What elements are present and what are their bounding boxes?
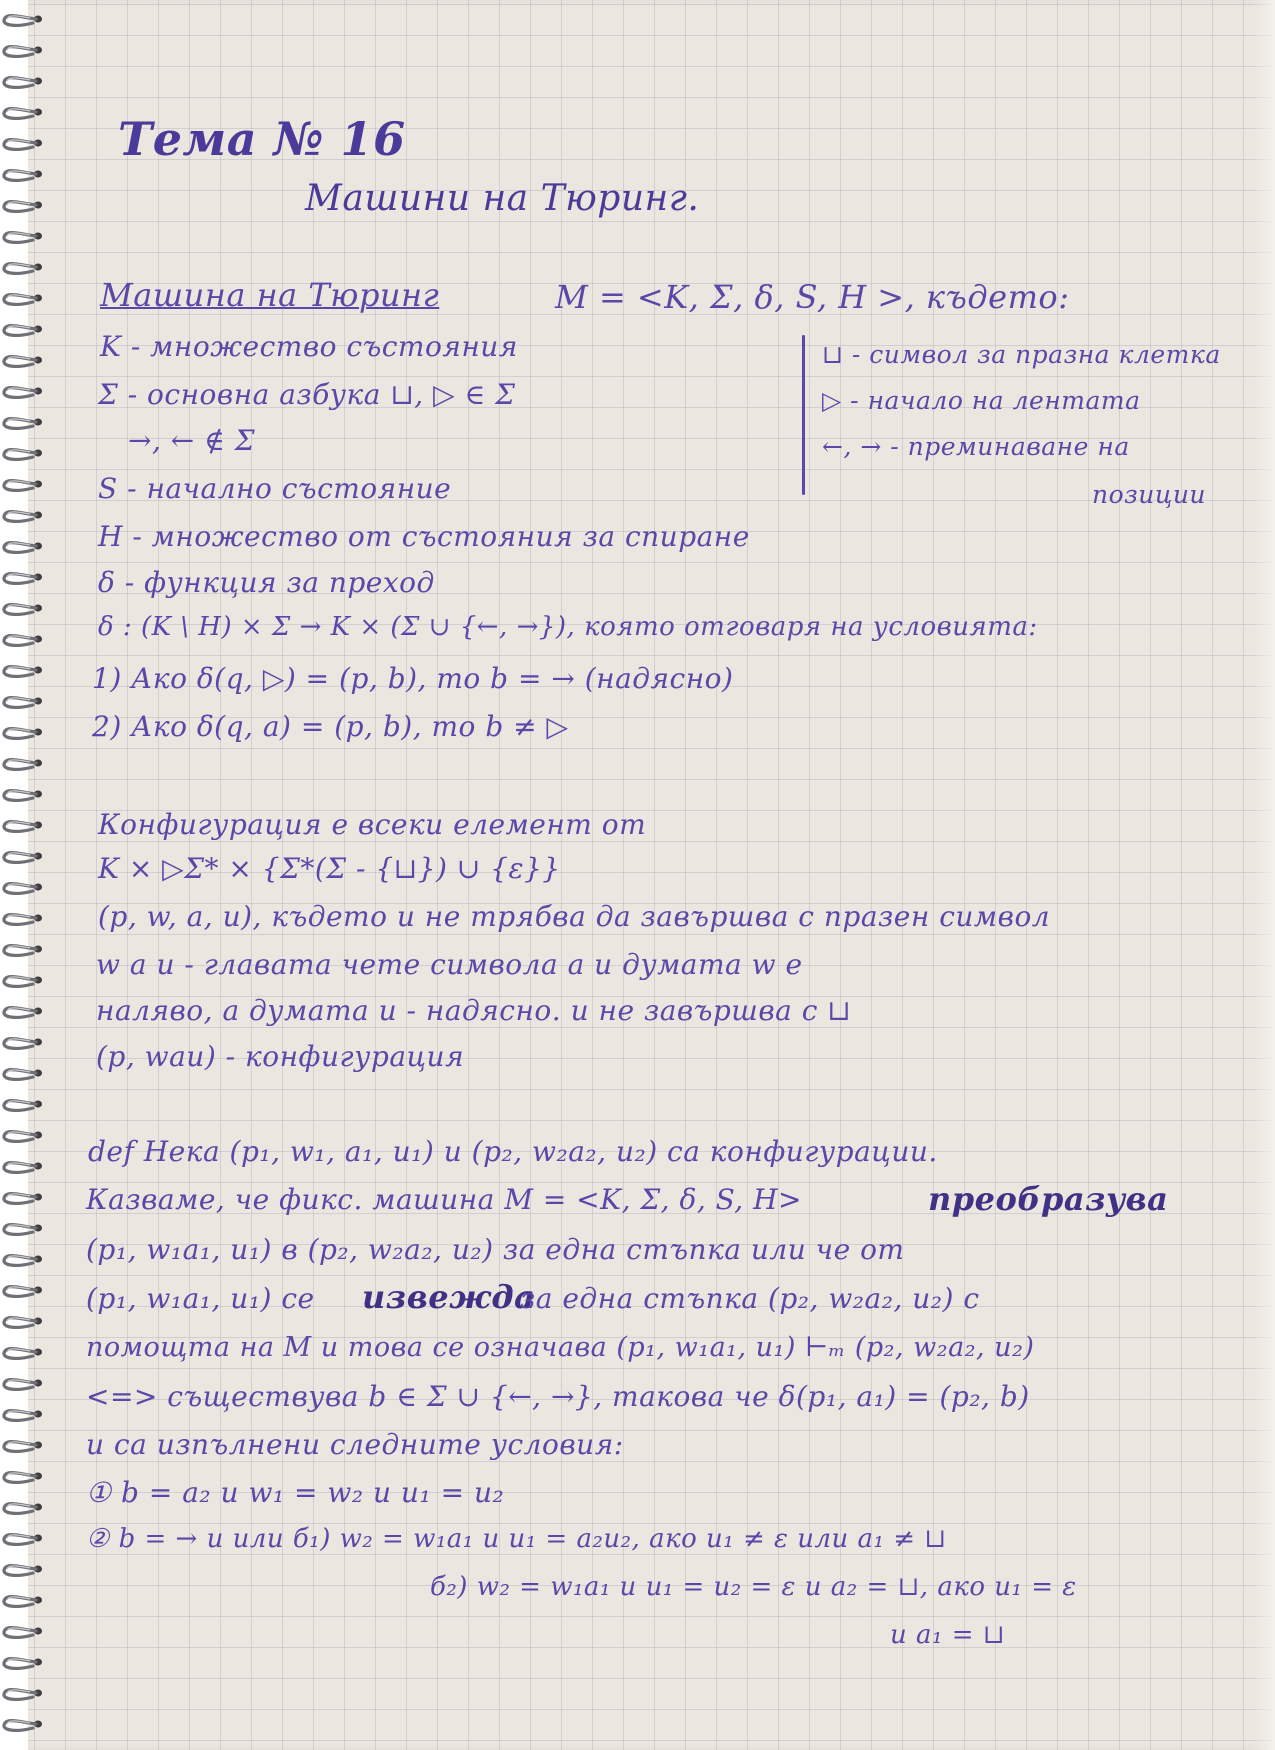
def2-line-7: и са изпълнени следните условия: <box>86 1428 624 1461</box>
def-line-6: δ - функция за преход <box>98 566 435 599</box>
def-line-9: 2) Ако δ(q, a) = (p, b), то b ≠ ▷ <box>92 710 569 743</box>
definition-heading: Машина на Тюринг <box>100 276 440 314</box>
note-moves: ←, → - преминаване на <box>822 432 1130 461</box>
def-line-2: Σ - основна азбука ⊔, ▷ ∈ Σ <box>98 378 516 411</box>
config-line-3: (p, w, a, u), където u не трябва да завършва с празен символ <box>98 900 1051 933</box>
notes-divider <box>802 335 805 495</box>
def-line-1: K - множество състояния <box>100 330 518 363</box>
page-edge <box>1253 0 1275 1750</box>
def2-condition-1: ① b = a₂ и w₁ = w₂ и u₁ = u₂ <box>86 1476 505 1509</box>
def2-condition-2: ② b = → и или б₁) w₂ = w₁a₁ и u₁ = a₂u₂, ако u₁ ≠ ε или a₁ ≠ ⊔ <box>86 1524 947 1554</box>
emph-transforms: преобразува <box>928 1180 1169 1218</box>
def2-condition-2c: и a₁ = ⊔ <box>890 1620 1006 1650</box>
def-line-3: →, ← ∉ Σ <box>128 424 256 457</box>
topic-heading: Тема № 16 <box>118 112 406 166</box>
note-blank-symbol: ⊔ - символ за празна клетка <box>822 340 1221 369</box>
def-line-4: S - начално състояние <box>98 472 452 505</box>
config-line-6: (p, wau) - конфигурация <box>96 1040 465 1073</box>
def2-condition-2b: б₂) w₂ = w₁a₁ и u₁ = u₂ = ε и a₂ = ⊔, ако u₁ = ε <box>430 1572 1077 1602</box>
config-line-1: Конфигурация е всеки елемент от <box>98 808 647 841</box>
def2-line-1: def Нека (p₁, w₁, a₁, u₁) и (p₂, w₂a₂, u₂) са конфигурации. <box>88 1135 938 1168</box>
def2-line-4a: (p₁, w₁a₁, u₁) се <box>86 1282 315 1315</box>
emph-derives: извежда <box>362 1278 536 1316</box>
def2-line-2: Казваме, че фикс. машина M = <K, Σ, δ, S, H> <box>86 1183 802 1216</box>
page-title: Машини на Тюринг. <box>305 178 700 219</box>
def2-line-5: помощта на M и това се означава (p₁, w₁a₁, u₁) ⊢ₘ (p₂, w₂a₂, u₂) <box>86 1332 1035 1363</box>
def2-line-4b: за една стъпка (p₂, w₂a₂, u₂) с <box>520 1282 980 1315</box>
note-tape-start: ▷ - начало на лентата <box>822 386 1141 415</box>
note-positions: позиции <box>1092 480 1207 509</box>
tuple-definition: M = <K, Σ, δ, S, H >, където: <box>555 278 1070 316</box>
config-line-2: K × ▷Σ* × {Σ*(Σ - {⊔}) ∪ {ε}} <box>98 852 561 885</box>
def-line-5: H - множество от състояния за спиране <box>98 520 750 553</box>
config-line-5: наляво, а думата u - надясно. u не завършва с ⊔ <box>96 994 852 1027</box>
def-line-7: δ : (K \ H) × Σ → K × (Σ ∪ {←, →}), която отговаря на условията: <box>98 612 1038 642</box>
def-line-8: 1) Ако δ(q, ▷) = (p, b), то b = → (надясно) <box>92 662 734 695</box>
config-line-4: w a u - главата чете символа a и думата w е <box>96 948 803 981</box>
def2-line-3: (p₁, w₁a₁, u₁) в (p₂, w₂a₂, u₂) за една стъпка или че от <box>86 1233 905 1266</box>
spiral-binding <box>0 0 46 1750</box>
def2-line-6: <=> съществува b ∈ Σ ∪ {←, →}, такова че δ(p₁, a₁) = (p₂, b) <box>86 1380 1030 1413</box>
